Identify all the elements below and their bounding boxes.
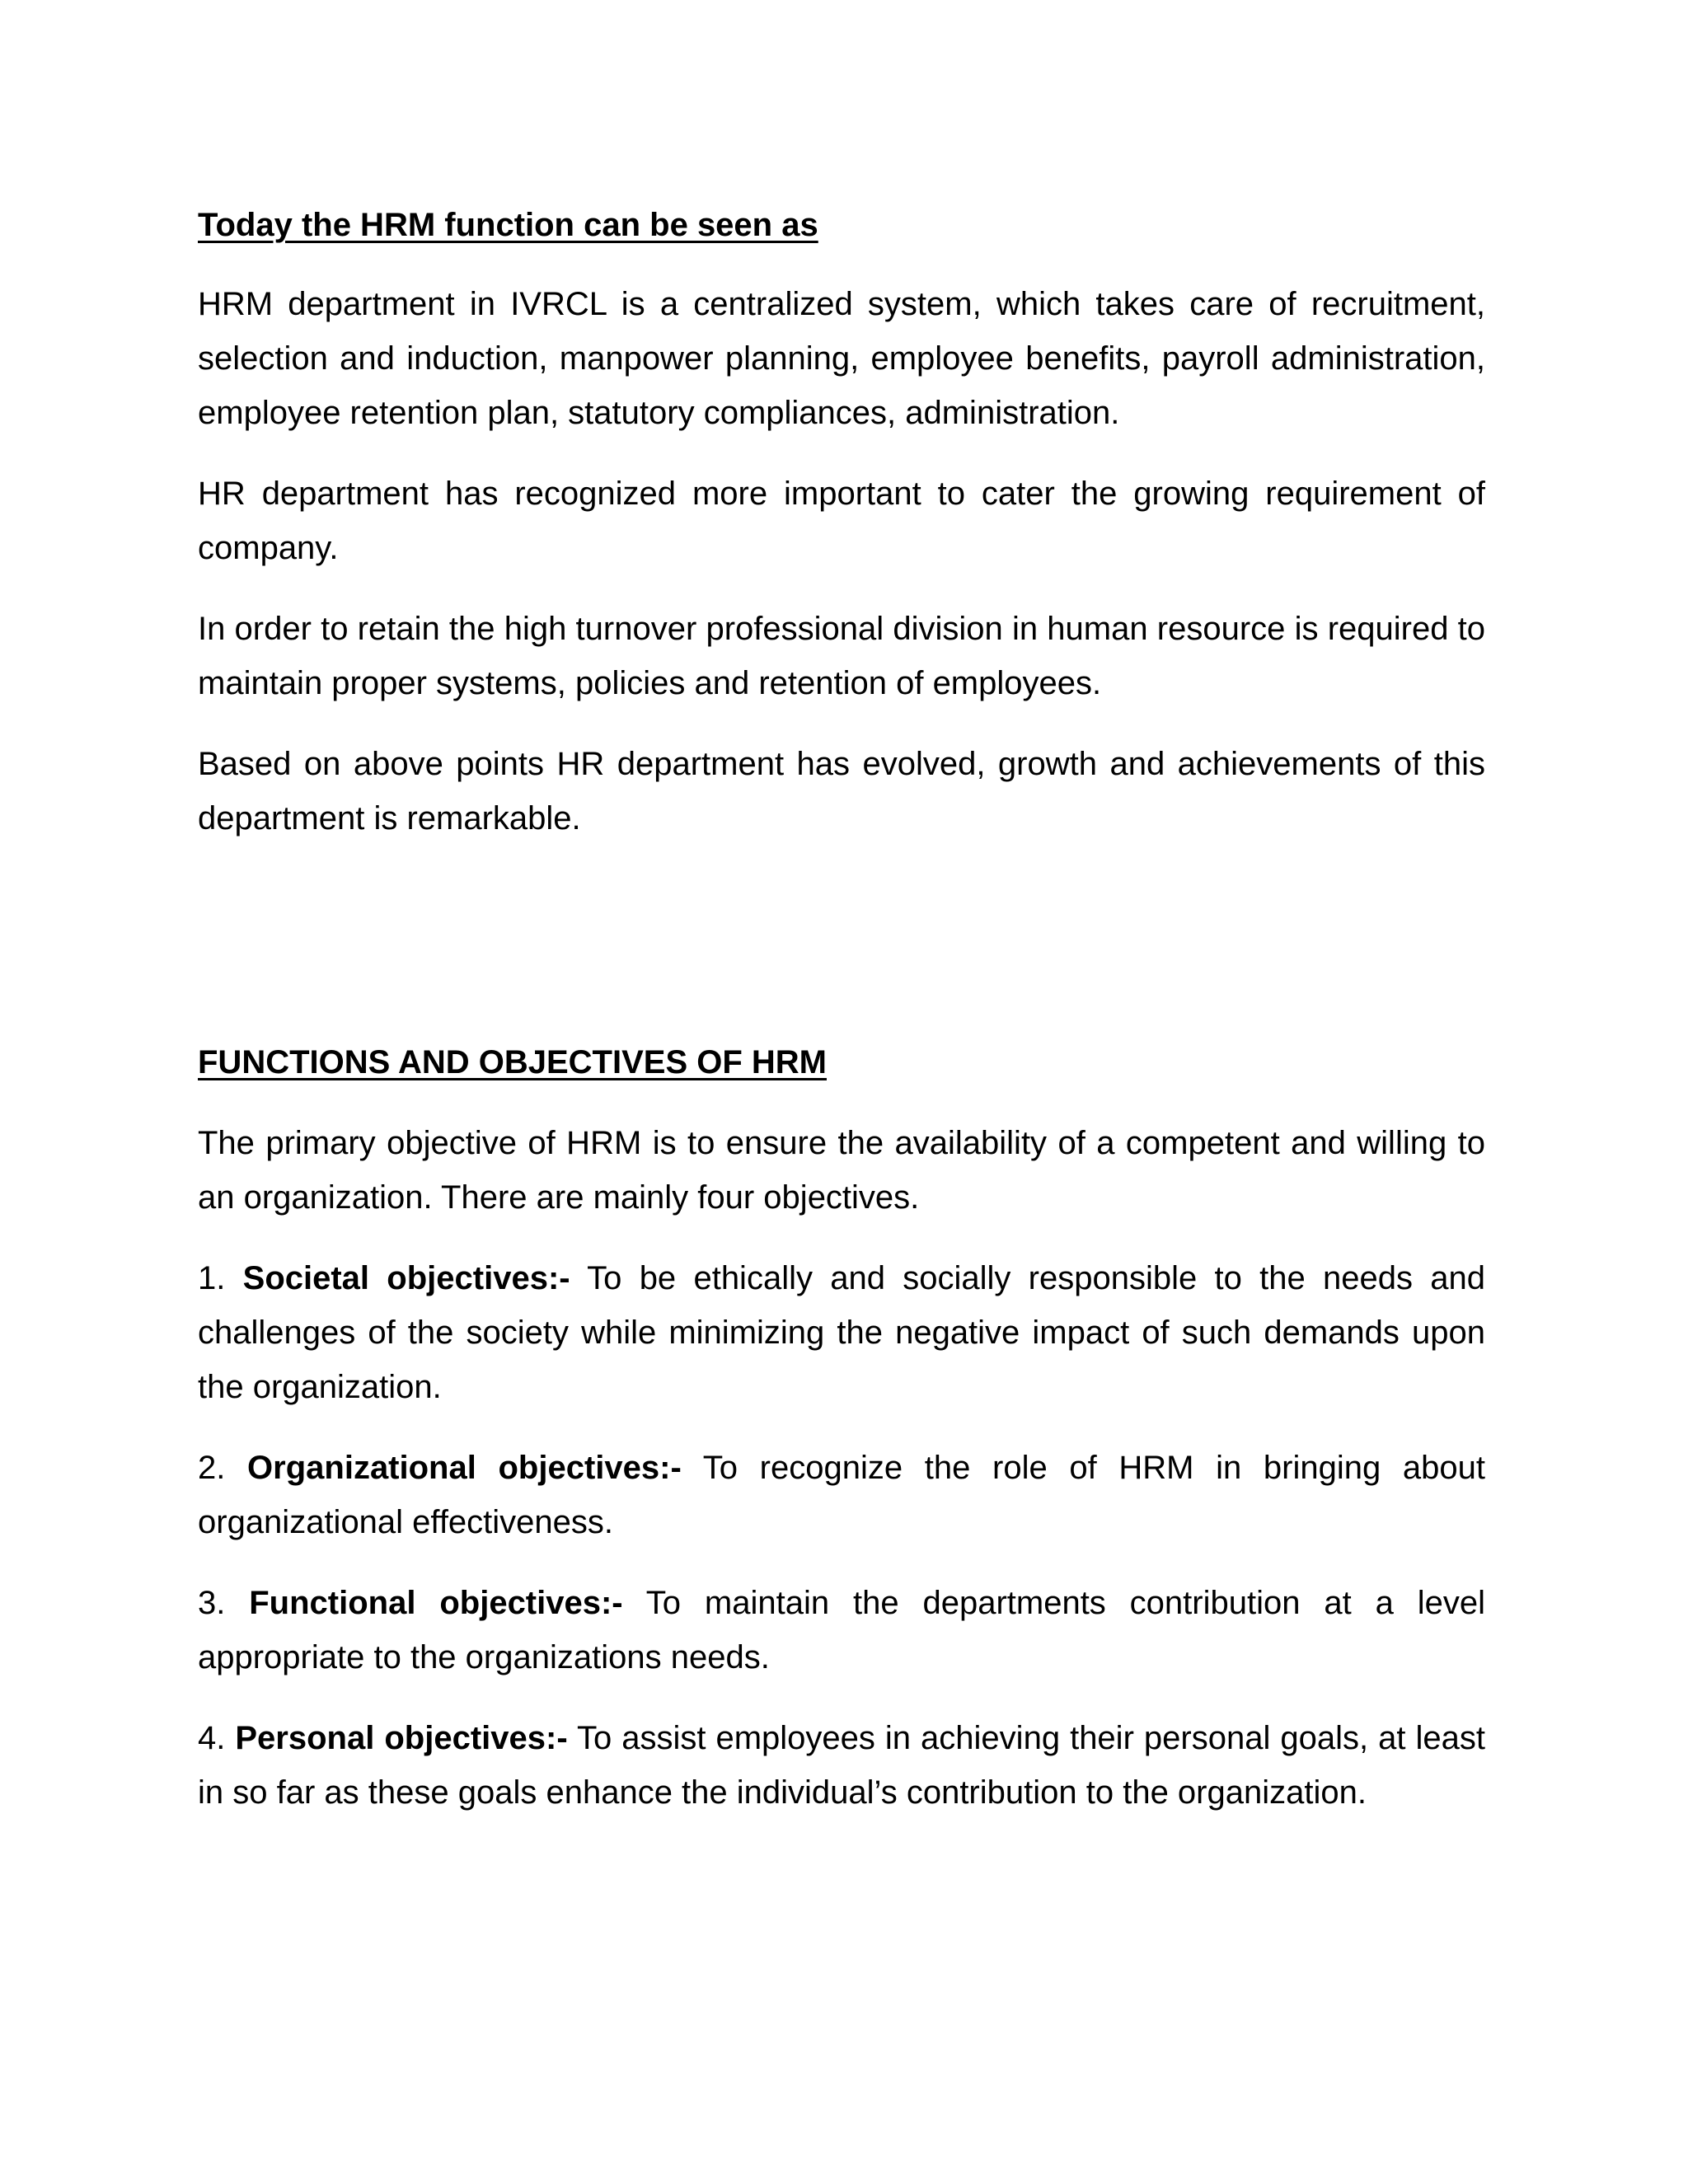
objective-number: 2.	[198, 1450, 226, 1486]
objective-title: Personal objectives:-	[235, 1720, 568, 1756]
document-page	[198, 198, 1485, 1820]
paragraph-hrm-department: HRM department in IVRCL is a centralized system, which takes care of recruitment, selection and induction, manpower planning, employee benefits, payroll administration, employee retention plan, statutory compliances, administration.	[198, 286, 1485, 431]
objective-number: 3.	[198, 1585, 226, 1621]
paragraph-retain-turnover: In order to retain the high turnover professional division in human resource is required to maintain proper systems, policies and retention of employees.	[198, 611, 1485, 701]
objective-title: Functional objectives:-	[249, 1585, 623, 1621]
objective-item-societal	[198, 1251, 1485, 1414]
section-heading-functions-objectives: FUNCTIONS AND OBJECTIVES OF HRM	[198, 1044, 827, 1080]
objective-text: To maintain the departments contribution at a level appropriate to the organizations needs.	[198, 1585, 1485, 1675]
objective-item-organizational	[198, 1441, 1485, 1549]
objective-number: 1.	[198, 1260, 226, 1296]
objective-text: To be ethically and socially responsible to the needs and challenges of the society while minimizing the negative impact of such demands upon the organization.	[198, 1260, 1486, 1405]
objective-text: To recognize the role of HRM in bringing about organizational effectiveness.	[198, 1450, 1486, 1540]
objective-item-functional	[198, 1576, 1485, 1685]
paragraph-based-on-points: Based on above points HR department has evolved, growth and achievements of this department is remarkable.	[198, 746, 1485, 837]
objective-item-personal	[198, 1711, 1485, 1820]
objective-title: Societal objectives:-	[242, 1260, 570, 1296]
objective-title: Organizational objectives:-	[247, 1450, 682, 1486]
section-heading-hrm-function: Today the HRM function can be seen as	[198, 207, 818, 243]
objective-text: To assist employees in achieving their personal goals, at least in so far as these goals enhance the individual’s contribution to the organization.	[198, 1720, 1485, 1811]
paragraph-primary-objective: The primary objective of HRM is to ensure the availability of a competent and willing to an organization. There are mainly four objectives.	[198, 1125, 1485, 1216]
objective-number: 4.	[198, 1720, 226, 1756]
paragraph-hr-recognized: HR department has recognized more important to cater the growing requirement of company.	[198, 476, 1485, 566]
